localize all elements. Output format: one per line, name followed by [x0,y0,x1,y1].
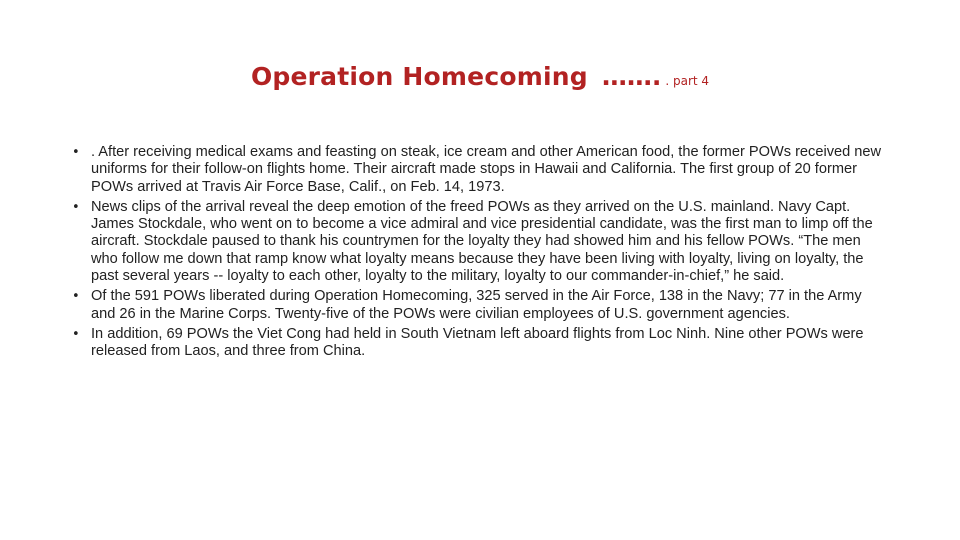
bullet-dot-icon: • [72,326,80,342]
bullet-item [72,199,890,285]
bullet-text: . After receiving medical exams and feasting on steak, ice cream and other American food, the former POWs received new uniforms for their follow-on flights home. Their aircraft made stops in Hawaii and California. The first group of 20 former POWs arrived at Travis Air Force Base, Calif., on Feb. 14, 1973. [91,144,882,195]
bullet-text: Of the 591 POWs liberated during Operation Homecoming, 325 served in the Air Force, 138 in the Navy; 77 in the Army and 26 in the Marine Corps. Twenty-five of the POWs were civilian employees of U.S. government agencies. [91,288,862,322]
slide-title [0,62,960,91]
bullet-dot-icon: • [72,289,80,305]
title-part-label: . part 4 [665,74,710,88]
bullet-item [72,326,890,361]
bullet-text: In addition, 69 POWs the Viet Cong had held in South Vietnam left aboard flights from Loc Ninh. Nine other POWs were released from Laos, and three from China. [91,325,864,360]
title-text: Operation Homecoming [250,62,588,91]
title-dots: ……. [601,62,662,91]
bullet-dot-icon: • [72,199,80,215]
bullet-list [72,144,890,364]
bullet-dot-icon: • [72,145,80,160]
bullet-item [72,288,890,323]
bullet-item [72,144,890,196]
bullet-text: News clips of the arrival reveal the deep emotion of the freed POWs as they arrived on the U.S. mainland. Navy Capt. James Stockdale, who went on to become a vice admiral and vice presidential candidate, was the first man to limp off the aircraft. Stockdale paused to thank his countrymen for the loyalty they had showed him and his fellow POWs. “The men who follow me down that ramp know what loyalty means because they have been living with loyalty, living on loyalty, the past several years -- loyalty to each other, loyalty to the military, loyalty to our commander-in-chief,” he said. [91,198,873,285]
